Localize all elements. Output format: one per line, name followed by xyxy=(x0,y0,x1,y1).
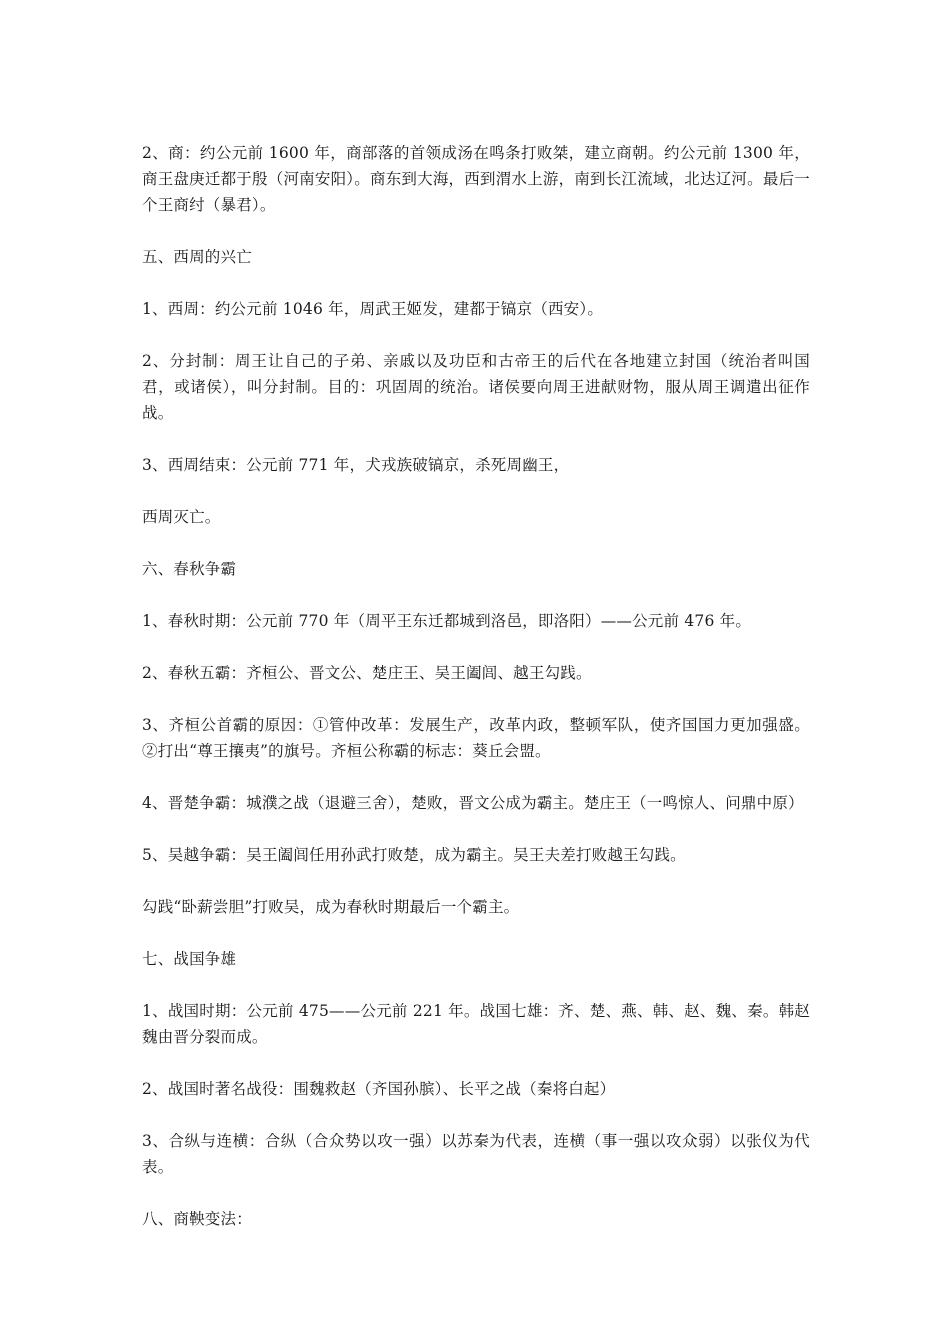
paragraph-duke-huan: 3、齐桓公首霸的原因：①管仲改革：发展生产，改革内政，整顿军队，使齐国国力更加强盛。②打出“尊王攘夷”的旗号。齐桓公称霸的标志：葵丘会盟。 xyxy=(142,716,810,760)
paragraph-enfeoffment: 2、分封制：周王让自己的子弟、亲戚以及功臣和古帝王的后代在各地建立封国（统治者叫国君，或诸侯），叫分封制。目的：巩固周的统治。诸侯要向周王进献财物，服从周王调遣出征作战。 xyxy=(142,352,810,422)
paragraph-shang-dynasty: 2、商：约公元前 1600 年，商部落的首领成汤在鸣条打败桀，建立商朝。约公元前 1300 年，商王盘庚迁都于殷（河南安阳）。商东到大海，西到渭水上游，南到长江流域，北达辽河。最后一个王商纣（暴君）。 xyxy=(142,144,810,214)
paragraph-spring-autumn-period: 1、春秋时期：公元前 770 年（周平王东迁都城到洛邑，即洛阳）——公元前 476 年。 xyxy=(142,612,752,630)
paragraph-western-zhou: 1、西周：约公元前 1046 年，周武王姬发，建都于镐京（西安）。 xyxy=(142,300,604,318)
paragraph-goujian: 勾践“卧薪尝胆”打败吴，成为春秋时期最后一个霸主。 xyxy=(142,898,520,916)
paragraph-jin-chu: 4、晋楚争霸：城濮之战（退避三舍），楚败，晋文公成为霸主。楚庄王（一鸣惊人、问鼎中原） xyxy=(142,794,804,812)
paragraph-western-zhou-fall: 西周灭亡。 xyxy=(142,508,221,526)
section-heading-western-zhou: 五、西周的兴亡 xyxy=(142,248,252,266)
section-heading-shang-yang: 八、商鞅变法： xyxy=(142,1210,252,1228)
paragraph-western-zhou-end: 3、西周结束：公元前 771 年，犬戎族破镐京，杀死周幽王， xyxy=(142,456,570,474)
section-heading-warring-states: 七、战国争雄 xyxy=(142,950,237,968)
paragraph-vertical-horizontal: 3、合纵与连横：合纵（合众势以攻一强）以苏秦为代表，连横（事一强以攻众弱）以张仪为代表。 xyxy=(142,1132,810,1176)
section-heading-spring-autumn: 六、春秋争霸 xyxy=(142,560,237,578)
paragraph-famous-battles: 2、战国时著名战役：围魏救赵（齐国孙膑）、长平之战（秦将白起） xyxy=(142,1080,616,1098)
paragraph-wu-yue: 5、吴越争霸：吴王阖闾任用孙武打败楚，成为霸主。吴王夫差打败越王勾践。 xyxy=(142,846,686,864)
document-page xyxy=(142,140,810,1258)
paragraph-five-hegemons: 2、春秋五霸：齐桓公、晋文公、楚庄王、吴王阖闾、越王勾践。 xyxy=(142,664,592,682)
paragraph-warring-states-period: 1、战国时期：公元前 475——公元前 221 年。战国七雄：齐、楚、燕、韩、赵、魏、秦。韩赵魏由晋分裂而成。 xyxy=(142,1002,810,1046)
